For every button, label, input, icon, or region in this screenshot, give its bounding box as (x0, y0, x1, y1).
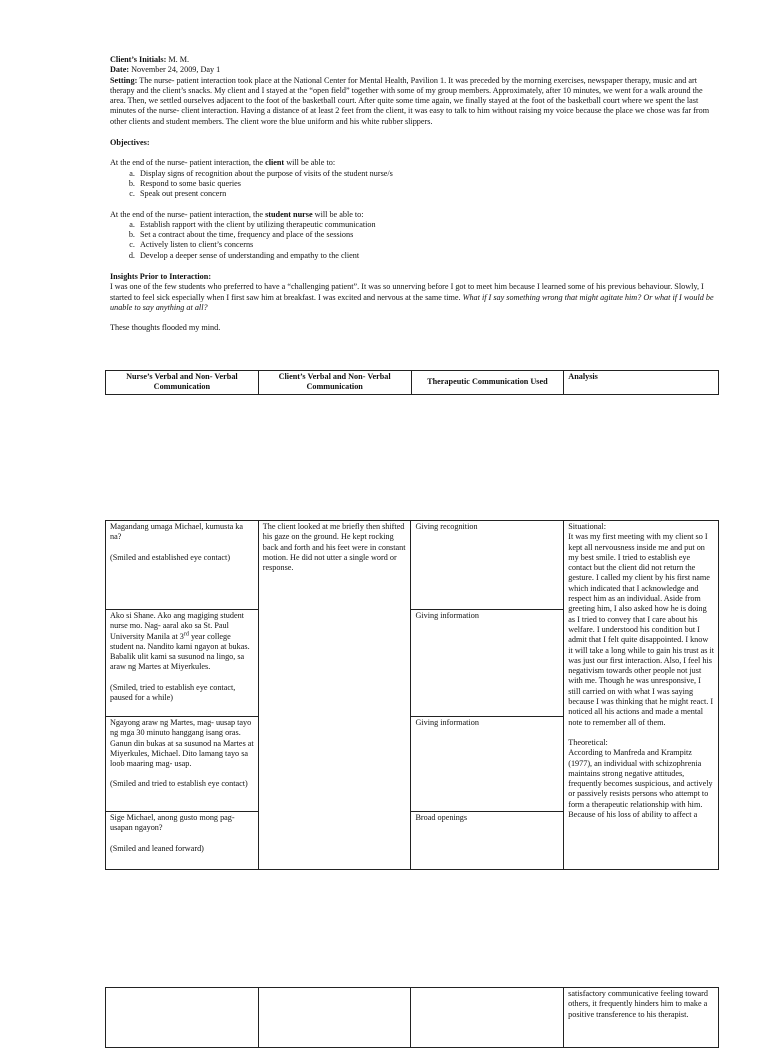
insights-closing: These thoughts flooded my mind. (110, 323, 221, 333)
list-item: a. Display signs of recognition about the purpose of visits of the student nurse/s (137, 169, 720, 179)
nurse-cell: Magandang umaga Michael, kumusta ka na? (Smiled and established eye contact) (106, 521, 259, 610)
analysis-cell: Situational: It was my first meeting with my client so I kept all nervousness inside me and put on my best smile. I tried to establish eye contact but the client did not return the gesture. I called my client by his first name which indicated that I acknowledge and respect him as an individual. Aside from greeting him, I also asked how he is doing as I tried to convey that I care about his welfare. I understood his condition but I admit that I felt quite disappointed. I know it will take a long while to gain his trust as it was just our first interaction. Also, I feel his negativism towards other people not just with me. Though he was unresponsive, I still carried on with what I was saying because I was thinking that he might react. I noticed all his actions and made a mental note to remember all of them. Theoretical: According to Manfreda and Krampitz (1977), an individual with schizophrenia maintains strong negative attitudes, frequently becomes suspicious, and actively or passively resists persons who attempt to form a therapeutic relationship with him. Because of his loss of ability to affect a (564, 521, 719, 870)
nurse-objectives-list (110, 220, 720, 261)
insights-italic: What if I say something wrong that might agitate him? Or what if I would be unable to say anything at all? (110, 292, 714, 312)
col-header-analysis: Analysis (564, 371, 719, 395)
list-item: c. Speak out present concern (137, 189, 720, 199)
list-item: b. Respond to some basic queries (137, 179, 720, 189)
date-value: November 24, 2009, Day 1 (131, 65, 221, 75)
nurse-cell: Sige Michael, anong gusto mong pag- usapan ngayon? (Smiled and leaned forward) (106, 812, 259, 870)
setting-text: The nurse- patient interaction took place at the National Center for Mental Health, Pavilion 1. It was preceded by the morning exercises, newspaper therapy, music and art therapy and the client’s snacks. My client and I stayed at the “open field” together with some of my group members. Approximately, after 10 minutes, we went for a walk around the area. Then, we settled ourselves adjacent to the foot of the basketball court. After quite some time again, we finally stayed at the foot of the basketball court where we spent the last minutes of the nurse- client interaction. Having a distance of at least 2 feet from the client, it was easy to talk to him without raising my voice because the place we chose was far from other clients and student members. The client wore the blue uniform and his white rubber slippers. (110, 75, 710, 126)
report-header (110, 55, 720, 334)
analysis-continuation-cell: satisfactory communicative feeling toward others, it frequently hinders him to make a positive transference to his therapist. (564, 988, 719, 1048)
client-response-cell: The client looked at me briefly then shifted his gaze on the ground. He kept rocking back and forth and his feet were in constant motion. He did not utter a single word or response. (258, 521, 411, 870)
technique-cell: Giving information (411, 610, 564, 717)
table-row (106, 988, 719, 1048)
list-item: d. Develop a deeper sense of understanding and empathy to the client (137, 251, 720, 261)
nurse-cell: Ako si Shane. Ako ang magiging student nurse mo. Nag- aaral ako sa St. Paul University Manila at 3rd year college student na. Nandito kami ngayon at bukas. Babalik ulit kami sa susunod na lingo, sa araw ng Martes at Miyerkules. (Smiled, tried to establish eye contact, paused for a while) (106, 610, 259, 717)
technique-cell: Broad openings (411, 812, 564, 870)
setting-paragraph: Setting: The nurse- patient interaction took place at the National Center for Mental Health, Pavilion 1. It was preceded by the morning exercises, newspaper therapy, music and art therapy and the client’s snacks. My client and I stayed at the “open field” together with some of my group members. Approximately, after 10 minutes, we went for a walk around the area. Then, we settled ourselves adjacent to the foot of the basketball court. After quite some time again, we finally stayed at the foot of the basketball court where we spent the last minutes of the nurse- client interaction. Having a distance of at least 2 feet from the client, it was easy to talk to him without raising my voice because the place we chose was far from other clients and student members. The client wore the blue uniform and his white rubber slippers. (110, 75, 710, 126)
client-initials: M. M. (168, 55, 190, 64)
table-row (106, 521, 719, 610)
technique-cell: Giving information (411, 717, 564, 812)
continuation-table (105, 987, 719, 1048)
col-header-nurse: Nurse’s Verbal and Non- Verbal Communication (106, 371, 259, 395)
insights-paragraph: I was one of the few students who preferred to have a “challenging patient”. It was so unnerving before I got to meet him because I learned some of his previous behaviour. Slowly, I started to feel sick especially when I first saw him at breakfast. I was excited and nervous at the same time. What if I say something wrong that might agitate him? Or what if I would be unable to say anything at all? (110, 282, 714, 312)
objectives-heading: Objectives: (110, 138, 150, 148)
technique-cell: Giving recognition (411, 521, 564, 610)
list-item: c. Actively listen to client’s concerns (137, 240, 720, 250)
client-objectives-intro: At the end of the nurse- patient interaction, the client will be able to: (110, 158, 336, 168)
nurse-objectives-intro: At the end of the nurse- patient interaction, the student nurse will be able to: (110, 209, 364, 219)
process-recording-table (105, 520, 719, 870)
client-objectives-list (110, 169, 720, 200)
process-recording-header-table (105, 370, 719, 395)
insights-heading: Insights Prior to Interaction: (110, 272, 212, 282)
nurse-cell: Ngayong araw ng Martes, mag- uusap tayo ng mga 30 minuto hanggang isang oras. Ganun din bukas at sa susunod na Martes at Miyerkules, Michael. Dito lamang tayo sa loob maaring mag- usap. (Smiled and tried to establish eye contact) (106, 717, 259, 812)
col-header-client: Client’s Verbal and Non- Verbal Communication (258, 371, 411, 395)
date-line: Date: November 24, 2009, Day 1 (110, 65, 221, 75)
col-header-technique: Therapeutic Communication Used (411, 371, 564, 395)
list-item: b. Set a contract about the time, frequency and place of the sessions (137, 230, 720, 240)
list-item: a. Establish rapport with the client by utilizing therapeutic communication (137, 220, 720, 230)
client-initials-line: Client’s Initials: M. M. (110, 55, 190, 64)
